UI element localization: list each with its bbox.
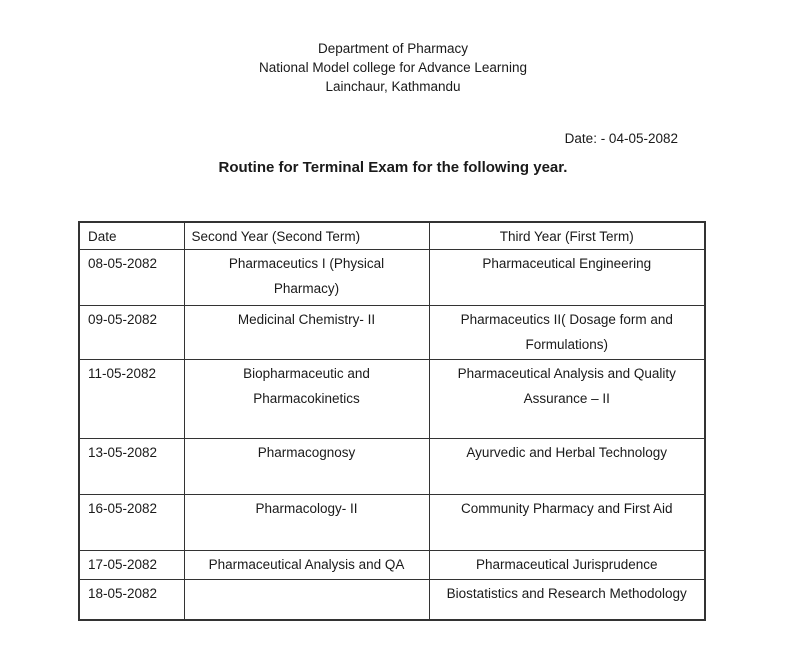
cell-second-year-subject: Biopharmaceutic and Pharmacokinetics	[184, 360, 429, 439]
cell-date: 09-05-2082	[79, 306, 184, 360]
cell-third-year-subject: Pharmaceutical Engineering	[429, 250, 705, 306]
cell-third-year-subject: Pharmaceutics II( Dosage form and Formulations)	[429, 306, 705, 360]
cell-second-year-subject: Pharmaceutics I (Physical Pharmacy)	[184, 250, 429, 306]
cell-second-year-subject	[184, 580, 429, 620]
table-row	[79, 495, 705, 551]
document-title: Routine for Terminal Exam for the following year.	[218, 159, 568, 176]
cell-third-year-subject: Pharmaceutical Analysis and Quality Assurance – II	[429, 360, 705, 439]
cell-second-year-subject: Pharmacognosy	[184, 439, 429, 495]
cell-second-year-subject: Pharmacology- II	[184, 495, 429, 551]
cell-date: 13-05-2082	[79, 439, 184, 495]
letterhead-line-college: National Model college for Advance Learning	[259, 60, 527, 75]
column-header-third-year: Third Year (First Term)	[429, 222, 705, 250]
column-header-date: Date	[79, 222, 184, 250]
table-row	[79, 306, 705, 360]
exam-routine-table-container	[78, 221, 706, 621]
cell-third-year-subject: Community Pharmacy and First Aid	[429, 495, 705, 551]
cell-date: 08-05-2082	[79, 250, 184, 306]
cell-third-year-subject: Biostatistics and Research Methodology	[429, 580, 705, 620]
table-row	[79, 250, 705, 306]
cell-third-year-subject: Ayurvedic and Herbal Technology	[429, 439, 705, 495]
cell-second-year-subject: Medicinal Chemistry- II	[184, 306, 429, 360]
column-header-second-year: Second Year (Second Term)	[184, 222, 429, 250]
letterhead	[0, 0, 786, 96]
exam-routine-table	[78, 221, 706, 621]
cell-date: 11-05-2082	[79, 360, 184, 439]
table-header-row	[79, 222, 705, 250]
letterhead-line-address: Lainchaur, Kathmandu	[325, 79, 461, 94]
letterhead-line-department: Department of Pharmacy	[317, 41, 469, 56]
table-row	[79, 439, 705, 495]
table-row	[79, 551, 705, 580]
table-row	[79, 360, 705, 439]
cell-third-year-subject: Pharmaceutical Jurisprudence	[429, 551, 705, 580]
document-date: Date: - 04-05-2082	[564, 131, 678, 146]
table-row	[79, 580, 705, 620]
cell-date: 18-05-2082	[79, 580, 184, 620]
cell-second-year-subject: Pharmaceutical Analysis and QA	[184, 551, 429, 580]
cell-date: 16-05-2082	[79, 495, 184, 551]
cell-date: 17-05-2082	[79, 551, 184, 580]
